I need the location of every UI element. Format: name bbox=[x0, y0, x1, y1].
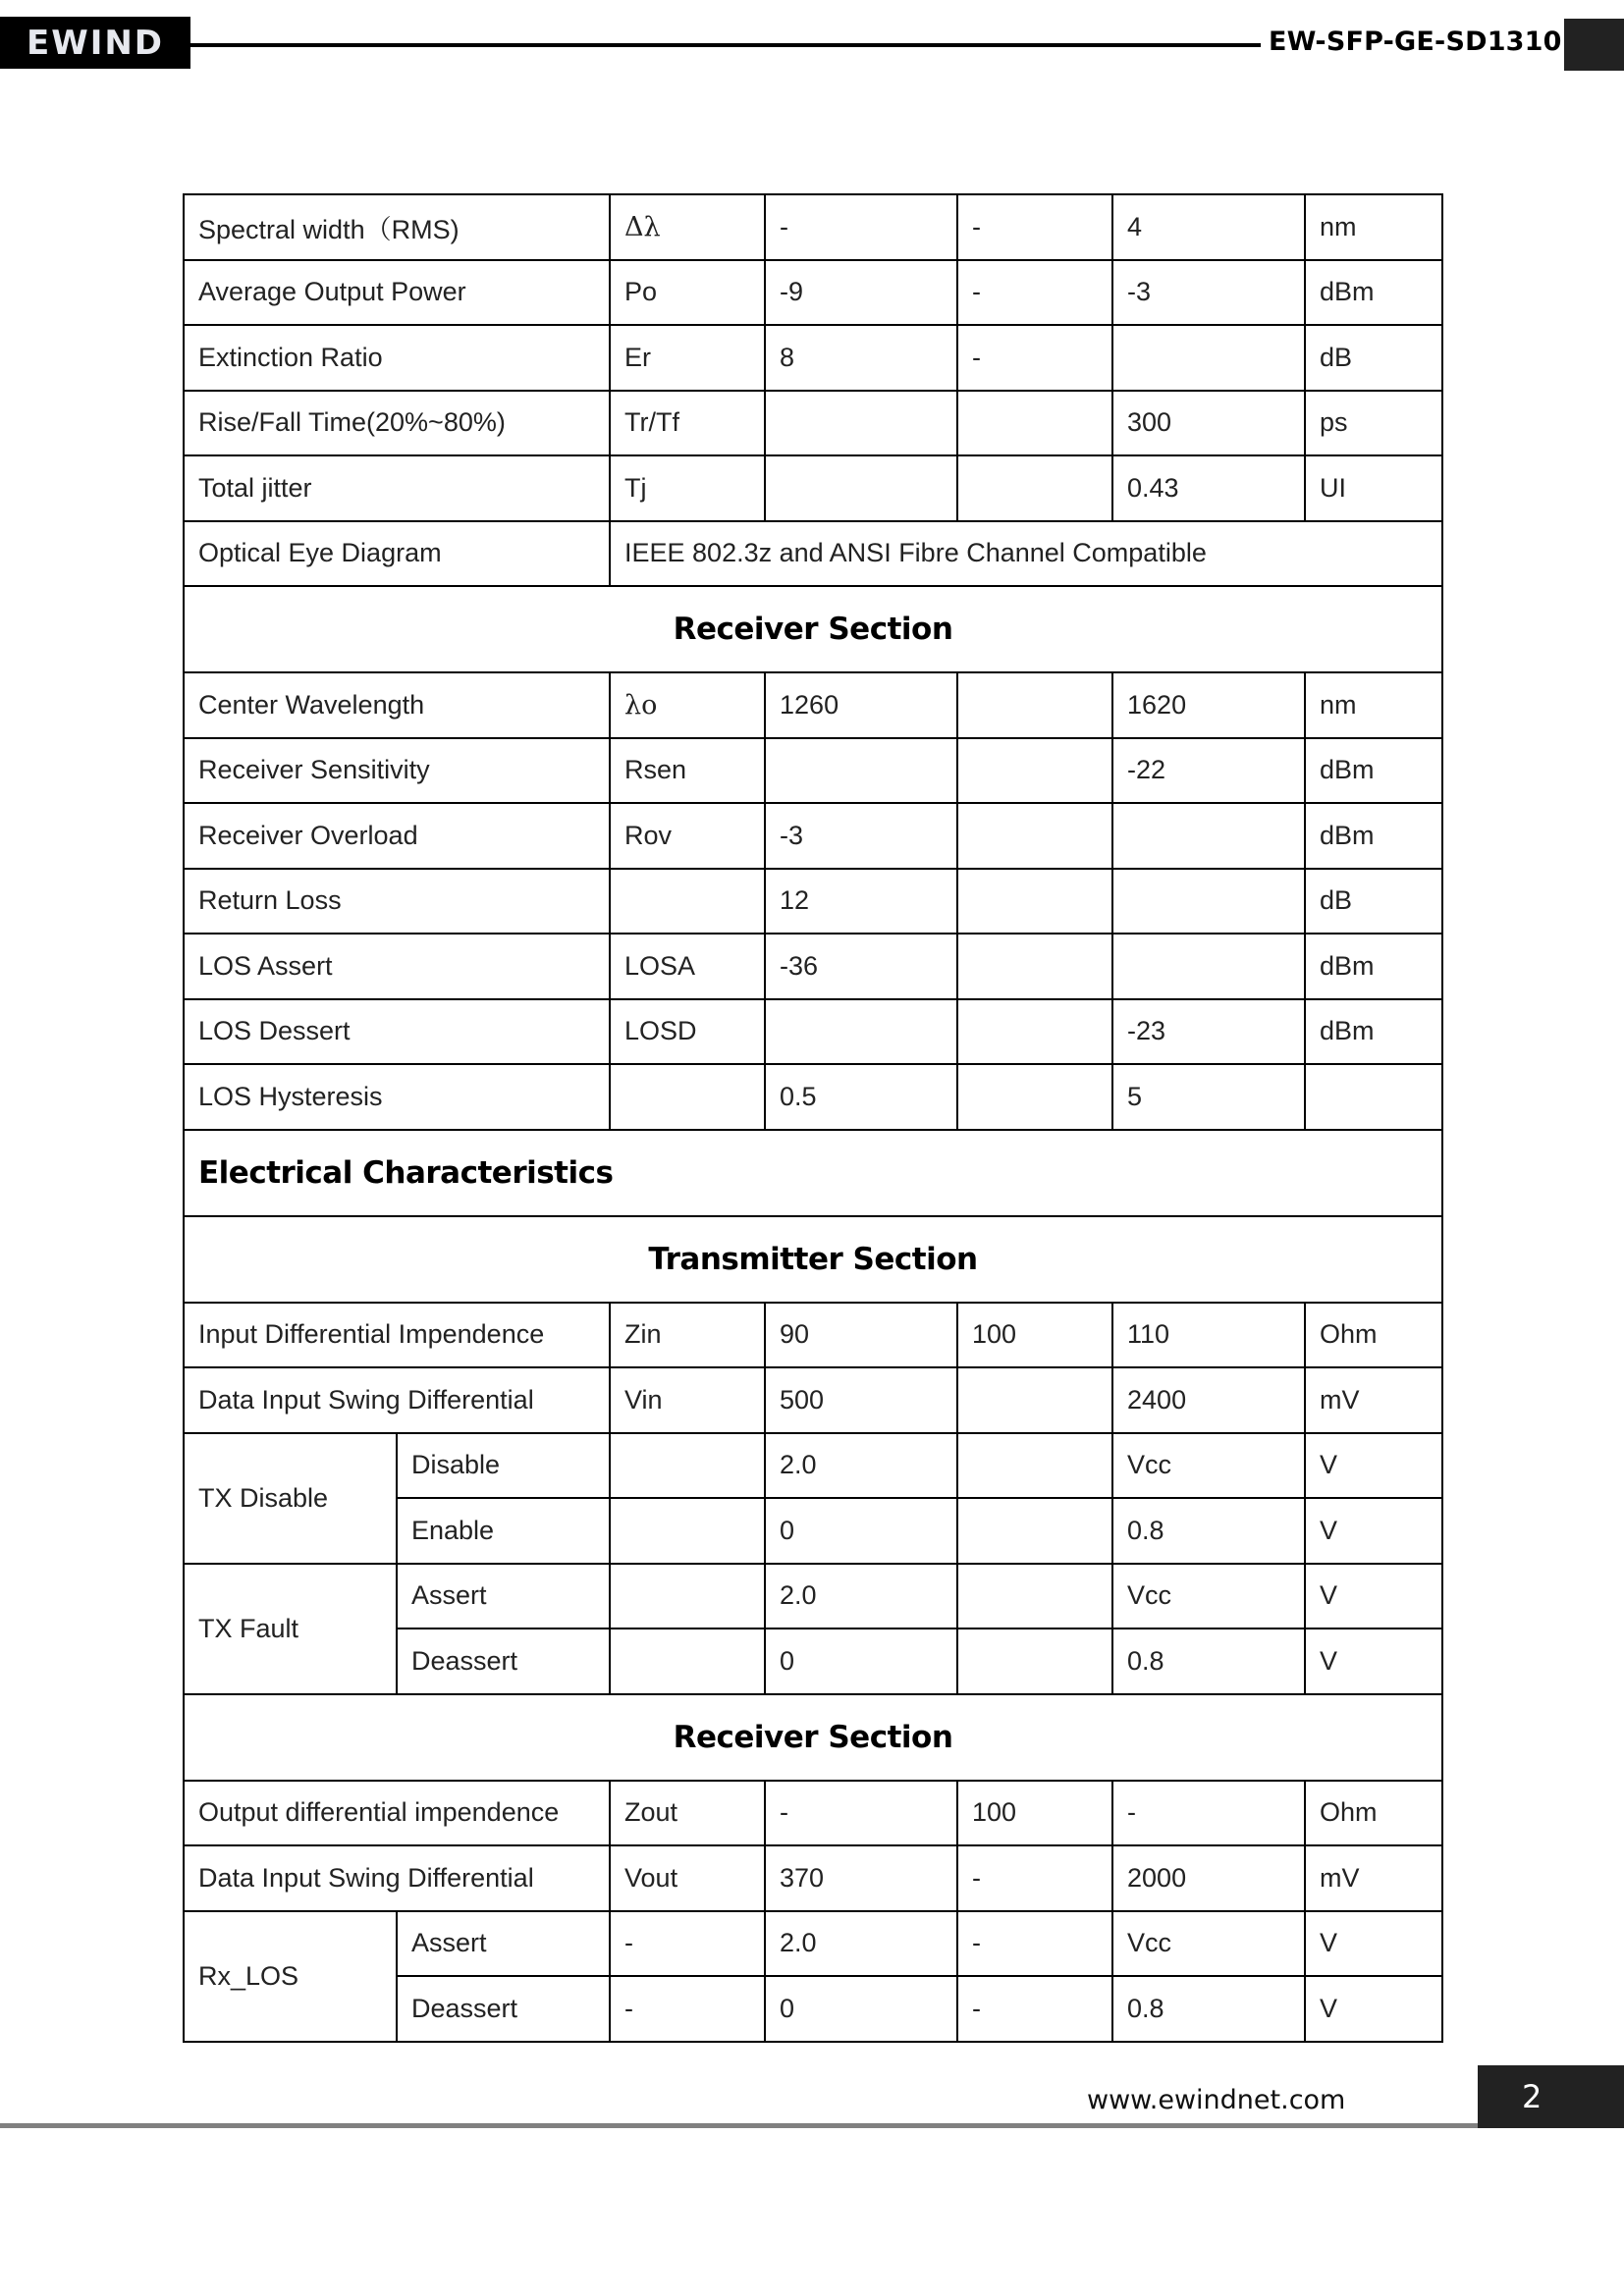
page-number: 2 bbox=[1522, 2078, 1543, 2115]
unit-cell: dBm bbox=[1305, 738, 1442, 804]
logo bbox=[0, 17, 190, 69]
max-cell: -23 bbox=[1112, 999, 1305, 1065]
model-number: EW-SFP-GE-SD1310 bbox=[1269, 27, 1562, 57]
max-cell bbox=[1112, 869, 1305, 934]
min-cell: 8 bbox=[765, 325, 957, 391]
symbol-cell bbox=[610, 1498, 765, 1564]
max-cell: 0.8 bbox=[1112, 1976, 1305, 2042]
unit-cell: nm bbox=[1305, 194, 1442, 260]
min-cell bbox=[765, 738, 957, 804]
max-cell: 110 bbox=[1112, 1303, 1305, 1368]
sub-param-cell: Assert bbox=[397, 1911, 610, 1977]
sub-param-cell: Enable bbox=[397, 1498, 610, 1564]
unit-cell: dBm bbox=[1305, 803, 1442, 869]
unit-cell: Ohm bbox=[1305, 1781, 1442, 1846]
section-title-electrical-transmitter: Transmitter Section bbox=[184, 1216, 1442, 1303]
typ-cell: 100 bbox=[957, 1303, 1112, 1368]
section-header-row bbox=[184, 1130, 1442, 1216]
unit-cell: ps bbox=[1305, 391, 1442, 456]
param-cell: LOS Assert bbox=[184, 934, 610, 999]
max-cell: - bbox=[1112, 1781, 1305, 1846]
page-number-box bbox=[1478, 2065, 1624, 2128]
min-cell bbox=[765, 391, 957, 456]
min-cell: 0 bbox=[765, 1498, 957, 1564]
table-row bbox=[184, 934, 1442, 999]
min-cell: 2.0 bbox=[765, 1433, 957, 1499]
unit-cell: Ohm bbox=[1305, 1303, 1442, 1368]
logo-text: EWIND bbox=[26, 23, 165, 63]
param-cell: Data Input Swing Differential bbox=[184, 1367, 610, 1433]
symbol-cell: LOSA bbox=[610, 934, 765, 999]
typ-cell bbox=[957, 869, 1112, 934]
section-title-electrical: Electrical Characteristics bbox=[184, 1130, 1442, 1216]
eye-diagram-value: IEEE 802.3z and ANSI Fibre Channel Compatible bbox=[610, 521, 1442, 587]
table-row bbox=[184, 999, 1442, 1065]
header-corner-block bbox=[1564, 19, 1624, 71]
table-row bbox=[184, 1064, 1442, 1130]
max-cell: 0.8 bbox=[1112, 1498, 1305, 1564]
min-cell bbox=[765, 999, 957, 1065]
symbol-cell: Δλ bbox=[610, 194, 765, 260]
typ-cell bbox=[957, 672, 1112, 738]
min-cell: 1260 bbox=[765, 672, 957, 738]
unit-cell: V bbox=[1305, 1498, 1442, 1564]
param-cell: Center Wavelength bbox=[184, 672, 610, 738]
table-row bbox=[184, 1911, 1442, 1977]
max-cell: 2000 bbox=[1112, 1845, 1305, 1911]
typ-cell: - bbox=[957, 1911, 1112, 1977]
max-cell: -22 bbox=[1112, 738, 1305, 804]
max-cell: 5 bbox=[1112, 1064, 1305, 1130]
typ-cell bbox=[957, 1498, 1112, 1564]
table-row bbox=[184, 1367, 1442, 1433]
table-row bbox=[184, 455, 1442, 521]
typ-cell bbox=[957, 455, 1112, 521]
typ-cell bbox=[957, 1564, 1112, 1629]
typ-cell: - bbox=[957, 194, 1112, 260]
symbol-cell: Po bbox=[610, 260, 765, 326]
max-cell: 0.43 bbox=[1112, 455, 1305, 521]
section-header-row bbox=[184, 586, 1442, 672]
section-title-electrical-receiver: Receiver Section bbox=[184, 1694, 1442, 1781]
header-rule bbox=[190, 43, 1261, 47]
typ-cell: - bbox=[957, 260, 1112, 326]
symbol-cell bbox=[610, 1064, 765, 1130]
symbol-cell: LOSD bbox=[610, 999, 765, 1065]
typ-cell bbox=[957, 999, 1112, 1065]
table-row bbox=[184, 260, 1442, 326]
table-row bbox=[184, 1303, 1442, 1368]
unit-cell: dBm bbox=[1305, 260, 1442, 326]
param-cell: Output differential impendence bbox=[184, 1781, 610, 1846]
website-link[interactable]: www.ewindnet.com bbox=[1087, 2085, 1346, 2115]
table-row bbox=[184, 521, 1442, 587]
unit-cell: V bbox=[1305, 1629, 1442, 1694]
param-cell: Receiver Overload bbox=[184, 803, 610, 869]
table-row bbox=[184, 869, 1442, 934]
table-row bbox=[184, 1564, 1442, 1629]
min-cell: -9 bbox=[765, 260, 957, 326]
unit-cell: mV bbox=[1305, 1845, 1442, 1911]
unit-cell: mV bbox=[1305, 1367, 1442, 1433]
param-cell: Total jitter bbox=[184, 455, 610, 521]
min-cell: - bbox=[765, 1781, 957, 1846]
min-cell bbox=[765, 455, 957, 521]
param-cell-rx-los: Rx_LOS bbox=[184, 1911, 397, 2042]
min-cell: 0 bbox=[765, 1976, 957, 2042]
sub-param-cell: Deassert bbox=[397, 1976, 610, 2042]
typ-cell bbox=[957, 1064, 1112, 1130]
min-cell: 370 bbox=[765, 1845, 957, 1911]
param-cell-tx-fault: TX Fault bbox=[184, 1564, 397, 1694]
param-cell: Return Loss bbox=[184, 869, 610, 934]
symbol-cell bbox=[610, 869, 765, 934]
typ-cell bbox=[957, 803, 1112, 869]
min-cell: 500 bbox=[765, 1367, 957, 1433]
symbol-cell: λo bbox=[610, 672, 765, 738]
param-cell: Optical Eye Diagram bbox=[184, 521, 610, 587]
max-cell: 0.8 bbox=[1112, 1629, 1305, 1694]
max-cell bbox=[1112, 325, 1305, 391]
symbol-cell: Tj bbox=[610, 455, 765, 521]
unit-cell: UI bbox=[1305, 455, 1442, 521]
symbol-cell: Rov bbox=[610, 803, 765, 869]
param-cell: Receiver Sensitivity bbox=[184, 738, 610, 804]
symbol-cell: Zin bbox=[610, 1303, 765, 1368]
param-cell: Input Differential Impendence bbox=[184, 1303, 610, 1368]
max-cell: Vcc bbox=[1112, 1433, 1305, 1499]
min-cell: - bbox=[765, 194, 957, 260]
symbol-cell bbox=[610, 1629, 765, 1694]
typ-cell: - bbox=[957, 325, 1112, 391]
table-row bbox=[184, 391, 1442, 456]
max-cell: 300 bbox=[1112, 391, 1305, 456]
table-row bbox=[184, 1845, 1442, 1911]
unit-cell bbox=[1305, 1064, 1442, 1130]
spec-table bbox=[183, 193, 1443, 2043]
unit-cell: V bbox=[1305, 1433, 1442, 1499]
min-cell: 0.5 bbox=[765, 1064, 957, 1130]
footer-rule bbox=[0, 2123, 1478, 2128]
symbol-cell: - bbox=[610, 1976, 765, 2042]
max-cell: Vcc bbox=[1112, 1911, 1305, 1977]
typ-cell: - bbox=[957, 1845, 1112, 1911]
min-cell: -3 bbox=[765, 803, 957, 869]
max-cell: 2400 bbox=[1112, 1367, 1305, 1433]
min-cell: 2.0 bbox=[765, 1564, 957, 1629]
typ-cell bbox=[957, 1433, 1112, 1499]
sub-param-cell: Assert bbox=[397, 1564, 610, 1629]
min-cell: 2.0 bbox=[765, 1911, 957, 1977]
unit-cell: dB bbox=[1305, 869, 1442, 934]
typ-cell: 100 bbox=[957, 1781, 1112, 1846]
max-cell: Vcc bbox=[1112, 1564, 1305, 1629]
unit-cell: dBm bbox=[1305, 999, 1442, 1065]
section-title-optical-receiver: Receiver Section bbox=[184, 586, 1442, 672]
unit-cell: nm bbox=[1305, 672, 1442, 738]
param-cell: LOS Hysteresis bbox=[184, 1064, 610, 1130]
symbol-cell: Tr/Tf bbox=[610, 391, 765, 456]
section-header-row bbox=[184, 1216, 1442, 1303]
table-row bbox=[184, 1433, 1442, 1499]
symbol-cell: - bbox=[610, 1911, 765, 1977]
param-cell: Spectral width（RMS) bbox=[184, 194, 610, 260]
max-cell bbox=[1112, 803, 1305, 869]
param-cell: LOS Dessert bbox=[184, 999, 610, 1065]
unit-cell: V bbox=[1305, 1911, 1442, 1977]
typ-cell bbox=[957, 738, 1112, 804]
table-row bbox=[184, 738, 1442, 804]
sub-param-cell: Disable bbox=[397, 1433, 610, 1499]
typ-cell bbox=[957, 1367, 1112, 1433]
table-row bbox=[184, 194, 1442, 260]
symbol-cell bbox=[610, 1564, 765, 1629]
min-cell: 90 bbox=[765, 1303, 957, 1368]
param-cell: Average Output Power bbox=[184, 260, 610, 326]
max-cell: 1620 bbox=[1112, 672, 1305, 738]
typ-cell bbox=[957, 391, 1112, 456]
symbol-cell: Vin bbox=[610, 1367, 765, 1433]
typ-cell bbox=[957, 1629, 1112, 1694]
unit-cell: V bbox=[1305, 1564, 1442, 1629]
sub-param-cell: Deassert bbox=[397, 1629, 610, 1694]
min-cell: 0 bbox=[765, 1629, 957, 1694]
unit-cell: dB bbox=[1305, 325, 1442, 391]
table-row bbox=[184, 325, 1442, 391]
min-cell: -36 bbox=[765, 934, 957, 999]
typ-cell bbox=[957, 934, 1112, 999]
param-cell: Rise/Fall Time(20%~80%) bbox=[184, 391, 610, 456]
max-cell bbox=[1112, 934, 1305, 999]
unit-cell: dBm bbox=[1305, 934, 1442, 999]
section-header-row bbox=[184, 1694, 1442, 1781]
table-row bbox=[184, 803, 1442, 869]
param-cell: Data Input Swing Differential bbox=[184, 1845, 610, 1911]
max-cell: 4 bbox=[1112, 194, 1305, 260]
max-cell: -3 bbox=[1112, 260, 1305, 326]
symbol-cell: Er bbox=[610, 325, 765, 391]
table-row bbox=[184, 672, 1442, 738]
symbol-cell: Zout bbox=[610, 1781, 765, 1846]
typ-cell: - bbox=[957, 1976, 1112, 2042]
symbol-cell: Vout bbox=[610, 1845, 765, 1911]
param-cell: Extinction Ratio bbox=[184, 325, 610, 391]
unit-cell: V bbox=[1305, 1976, 1442, 2042]
min-cell: 12 bbox=[765, 869, 957, 934]
symbol-cell bbox=[610, 1433, 765, 1499]
param-cell-tx-disable: TX Disable bbox=[184, 1433, 397, 1564]
table-row bbox=[184, 1781, 1442, 1846]
symbol-cell: Rsen bbox=[610, 738, 765, 804]
